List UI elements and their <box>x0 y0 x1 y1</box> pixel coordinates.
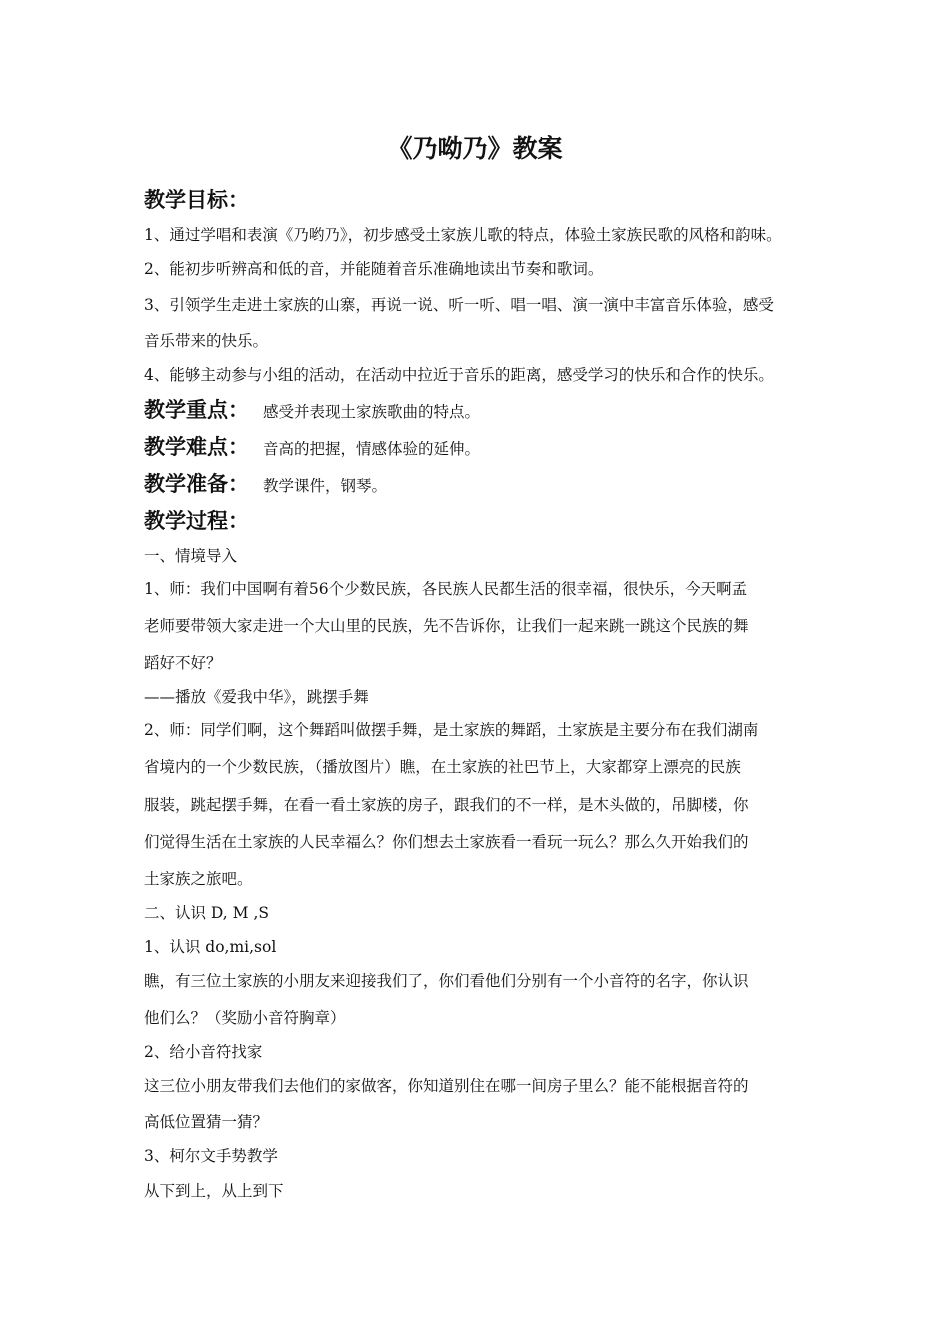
process-heading: 教学过程： <box>144 508 249 533</box>
objective-line: 3、引领学生走进土家族的山寨，再说一说、听一听、唱一唱、演一演中丰富音乐体验，感受 <box>144 296 774 314</box>
difficulty-row <box>144 433 824 463</box>
process-line: 一、情境导入 <box>144 547 238 565</box>
process-line: ——播放《爱我中华》，跳摆手舞 <box>144 688 369 706</box>
process-line: 从下到上，从上到下 <box>144 1182 284 1200</box>
process-line: 老师要带领大家走进一个大山里的民族，先不告诉你，让我们一起来跳一跳这个民族的舞 <box>144 617 749 635</box>
process-line: 这三位小朋友带我们去他们的家做客，你知道别住在哪一间房子里么？能不能根据音符的 <box>144 1077 749 1095</box>
process-line: 高低位置猜一猜？ <box>144 1113 269 1131</box>
process-line: 1、认识 do,mi,sol <box>144 938 277 956</box>
difficulty-value: 音高的把握，情感体验的延伸。 <box>263 440 481 458</box>
process-line: 蹈好不好？ <box>144 654 222 672</box>
process-line: 2、师：同学们啊，这个舞蹈叫做摆手舞，是土家族的舞蹈，土家族是主要分布在我们湖南 <box>144 721 759 739</box>
objective-line: 4、能够主动参与小组的活动，在活动中拉近于音乐的距离，感受学习的快乐和合作的快乐。 <box>144 366 774 384</box>
preparation-value: 教学课件，钢琴。 <box>263 477 388 495</box>
process-line: 3、柯尔文手势教学 <box>144 1147 278 1165</box>
process-line: 2、给小音符找家 <box>144 1043 263 1061</box>
process-line: 省境内的一个少数民族，（播放图片）瞧，在土家族的社巴节上，大家都穿上漂亮的民族 <box>144 758 741 776</box>
objective-line: 音乐带来的快乐。 <box>144 332 269 350</box>
objective-line: 2、能初步听辨高和低的音，并能随着音乐准确地读出节奏和歌词。 <box>144 260 604 278</box>
key-point-value: 感受并表现土家族歌曲的特点。 <box>263 403 481 421</box>
process-line: 1、师：我们中国啊有着56个少数民族，各民族人民都生活的很幸福，很快乐，今天啊孟 <box>144 580 748 598</box>
process-line: 瞧，有三位土家族的小朋友来迎接我们了，你们看他们分别有一个小音符的名字，你认识 <box>144 972 749 990</box>
key-point-heading: 教学重点： <box>144 397 249 422</box>
process-line: 土家族之旅吧。 <box>144 870 253 888</box>
document-title: 《乃呦乃》教案 <box>387 134 563 163</box>
preparation-heading: 教学准备： <box>144 471 249 496</box>
objective-line: 1、通过学唱和表演《乃哟乃》，初步感受土家族儿歌的特点，体验土家族民歌的风格和韵味。 <box>144 226 782 244</box>
preparation-row <box>144 470 824 500</box>
process-line: 们觉得生活在土家族的人民幸福么？你们想去土家族看一看玩一玩么？那么久开始我们的 <box>144 833 749 851</box>
difficulty-heading: 教学难点： <box>144 434 249 459</box>
process-line: 二、认识 D, M ,S <box>144 904 269 922</box>
objectives-heading: 教学目标： <box>144 187 249 212</box>
key-point-row <box>144 396 824 426</box>
process-line: 服装，跳起摆手舞，在看一看土家族的房子，跟我们的不一样，是木头做的，吊脚楼，你 <box>144 796 749 814</box>
process-line: 他们么？（奖励小音符胸章） <box>144 1009 346 1027</box>
